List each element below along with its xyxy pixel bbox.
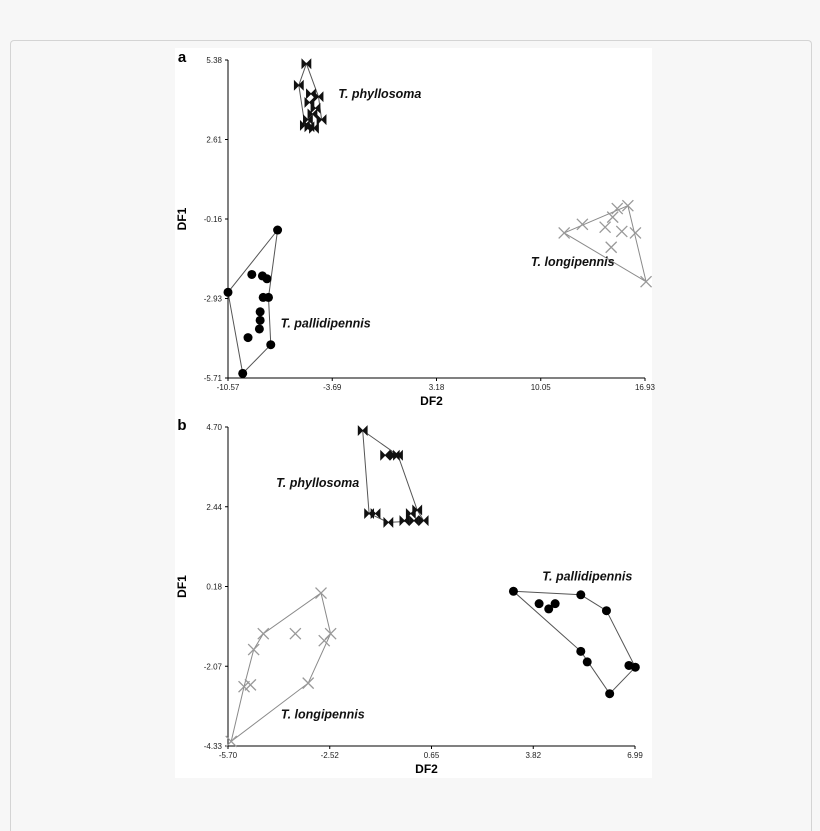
- x-tick-label: -10.57: [216, 383, 240, 392]
- series-t-longipennis: [226, 588, 336, 747]
- series-annotation: T. phyllosoma: [276, 476, 360, 491]
- x-tick-label: 0.65: [423, 751, 440, 760]
- y-tick-label: 2.61: [206, 135, 222, 145]
- series-annotation: T. pallidipennis: [280, 316, 371, 331]
- series-t-longipennis: [559, 200, 652, 287]
- x-tick-label: 3.18: [428, 383, 445, 392]
- point-t-pallidipennis: [576, 590, 585, 599]
- point-t-pallidipennis: [535, 599, 544, 608]
- series-t-phyllosoma: [294, 59, 326, 133]
- point-t-longipennis: [290, 628, 301, 639]
- point-t-pallidipennis: [605, 689, 614, 698]
- x-tick-label: -2.52: [320, 751, 339, 760]
- point-t-pallidipennis: [224, 288, 233, 297]
- point-t-pallidipennis: [266, 340, 275, 349]
- x-tick-label: 16.93: [634, 383, 656, 392]
- y-tick-label: -5.71: [203, 374, 222, 383]
- point-t-longipennis: [600, 222, 611, 233]
- x-tick-label: 10.05: [530, 383, 551, 392]
- x-tick-label: -3.69: [323, 383, 342, 392]
- series-annotation: T. longipennis: [280, 707, 365, 722]
- series-t-pallidipennis: [509, 587, 640, 698]
- point-t-pallidipennis: [509, 587, 518, 596]
- point-t-pallidipennis: [256, 307, 265, 316]
- point-t-phyllosoma: [410, 516, 419, 525]
- point-t-phyllosoma: [406, 509, 415, 518]
- point-t-phyllosoma: [384, 518, 393, 527]
- point-t-longipennis: [303, 678, 314, 689]
- series-t-pallidipennis: [224, 226, 283, 378]
- point-t-pallidipennis: [583, 657, 592, 666]
- panel-label: b: [177, 417, 187, 434]
- point-t-longipennis: [641, 276, 652, 287]
- point-t-pallidipennis: [273, 226, 282, 235]
- point-t-longipennis: [325, 628, 336, 639]
- point-t-longipennis: [258, 628, 269, 639]
- x-tick-label: -5.70: [218, 751, 238, 760]
- point-t-pallidipennis: [255, 324, 264, 333]
- point-t-phyllosoma: [419, 516, 428, 525]
- point-t-phyllosoma: [381, 451, 390, 460]
- x-tick-label: 6.99: [627, 751, 643, 760]
- x-axis-label: DF2: [415, 762, 438, 776]
- y-axis-label: DF1: [175, 207, 189, 231]
- panel-b: [175, 417, 643, 776]
- y-axis-label: DF1: [175, 575, 189, 598]
- hull-t-pallidipennis: [228, 230, 278, 373]
- panel-a: [175, 49, 656, 408]
- point-t-longipennis: [226, 736, 237, 747]
- y-tick-label: -2.07: [203, 662, 222, 672]
- x-tick-label: 3.82: [525, 751, 542, 760]
- point-t-longipennis: [622, 200, 633, 211]
- hull-t-longipennis: [564, 206, 646, 282]
- y-tick-label: 0.18: [206, 582, 222, 592]
- point-t-longipennis: [616, 226, 627, 237]
- y-tick-label: 2.44: [206, 502, 222, 512]
- series-annotation: T. longipennis: [530, 254, 615, 269]
- point-t-longipennis: [316, 588, 327, 599]
- hull-t-pallidipennis: [513, 591, 635, 693]
- point-t-longipennis: [248, 644, 259, 655]
- point-t-pallidipennis: [551, 599, 560, 608]
- y-tick-label: -0.16: [203, 215, 222, 224]
- series-t-phyllosoma: [358, 426, 428, 527]
- point-t-phyllosoma: [302, 59, 311, 68]
- point-t-pallidipennis: [602, 606, 611, 615]
- point-t-longipennis: [577, 219, 588, 230]
- y-tick-label: -2.93: [203, 294, 222, 304]
- point-t-pallidipennis: [238, 369, 247, 378]
- series-annotation: T. phyllosoma: [338, 87, 422, 102]
- point-t-pallidipennis: [244, 333, 253, 342]
- point-t-longipennis: [606, 242, 617, 253]
- point-t-pallidipennis: [631, 663, 640, 672]
- panel-label: a: [177, 49, 187, 66]
- point-t-longipennis: [559, 227, 570, 238]
- series-annotation: T. pallidipennis: [542, 569, 633, 584]
- point-t-phyllosoma: [400, 516, 409, 525]
- point-t-pallidipennis: [256, 316, 265, 325]
- point-t-pallidipennis: [247, 270, 256, 279]
- point-t-pallidipennis: [576, 647, 585, 656]
- point-t-pallidipennis: [264, 293, 273, 302]
- x-axis-label: DF2: [420, 394, 443, 408]
- y-tick-label: -4.33: [203, 742, 222, 751]
- point-t-pallidipennis: [262, 274, 271, 283]
- y-tick-label: 4.70: [206, 423, 222, 432]
- y-tick-label: 5.38: [206, 56, 222, 65]
